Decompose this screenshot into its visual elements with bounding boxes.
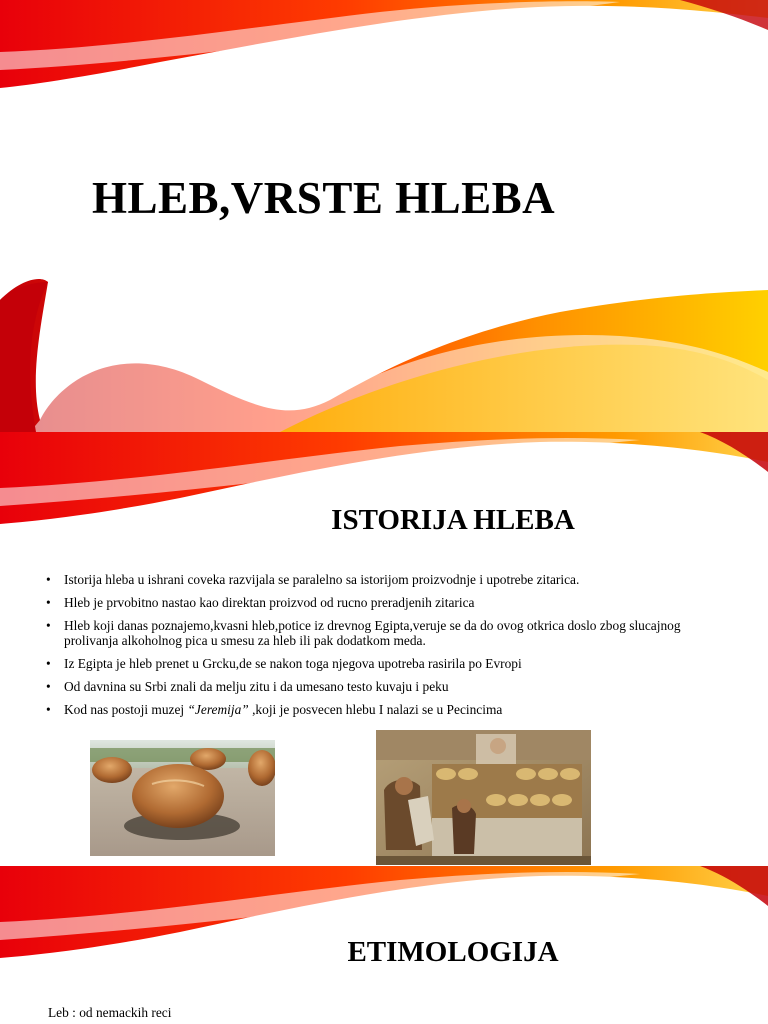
slide-history — [0, 432, 768, 866]
bread-photo — [90, 740, 275, 856]
bullet-icon: • — [46, 702, 51, 717]
list-item: • Hleb koji danas poznajemo,kvasni hleb,potice iz drevnog Egipta,veruje se da do ovog otkrica doslo zbog slucajnog prolivanja alkoholnog pica u smesu za hleb ili pak dodatkom meda. — [46, 618, 681, 648]
bullet-icon: • — [46, 595, 51, 610]
list-item: • Od davnina su Srbi znali da melju zitu i da umesano testo kuvaju i peku — [46, 679, 449, 694]
bullet-icon: • — [46, 656, 51, 671]
slide-title — [0, 0, 768, 432]
body-text: Leb : od nemackih reci — [48, 1005, 172, 1020]
slide-title: ETIMOLOGIJA — [347, 936, 559, 968]
bullet-list — [44, 572, 724, 725]
bullet-icon: • — [46, 679, 51, 694]
bullet-icon: • — [46, 572, 51, 587]
museum-name: “Jeremija” — [187, 702, 249, 717]
fresco-photo — [376, 730, 591, 865]
list-item: • Iz Egipta je hleb prenet u Grcku,de se nakon toga njegova upotreba rasirila po Evropi — [46, 656, 522, 671]
list-item: • Hleb je prvobitno nastao kao direktan proizvod od rucno preradjenih zitarica — [46, 595, 475, 610]
slide-title: ISTORIJA HLEBA — [331, 504, 575, 536]
slide-etymology — [0, 866, 768, 1024]
presentation-title: HLEB,VRSTE HLEBA — [92, 173, 556, 223]
bullet-icon: • — [46, 618, 51, 633]
list-item: • Istorija hleba u ishrani coveka razvijala se paralelno sa istorijom proizvodnje i upotrebe zitarica. — [46, 572, 580, 587]
list-item: • Kod nas postoji muzej “Jeremija” ,koji je posvecen hlebu I nalazi se u Pecincima — [46, 702, 503, 717]
